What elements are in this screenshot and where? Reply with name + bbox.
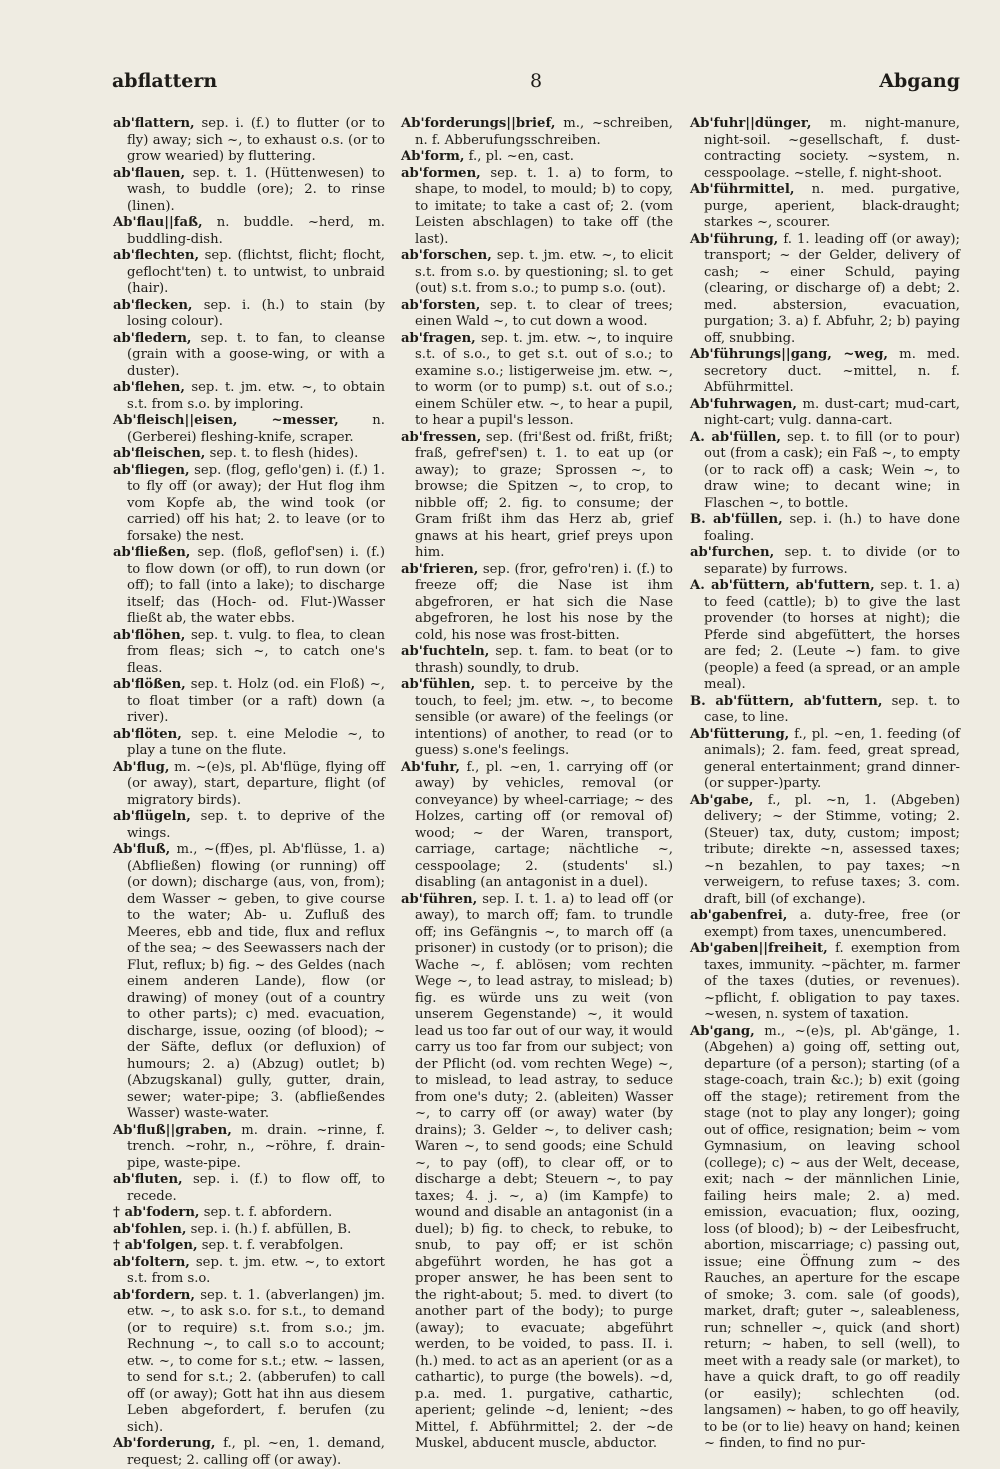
dictionary-entry — [113, 116, 385, 166]
entry-headword: Ab'flau||faß, — [113, 215, 203, 230]
dictionary-entry — [401, 297, 673, 331]
entry-headword: Ab'gabe, — [690, 792, 754, 808]
entry-definition: sep. I. t. 1. a) to lead off (or away), to march off; fam. to trundle off; ins Gefängnis ~, to march off (a prisoner) in custody (or to prison); die Wache ~, f. ablösen; vom rechten Wege ~, to lead astray, to mislead; b) fig. es würde uns zu weit (von unserem Gegenstande) ~, it would lead us too far out of our way, it would carry us too far from our subject; von der Pflicht (od. vom rechten Wege) ~, to mislead, to lead astray, to seduce from one's duty; 2. (ableiten) Wasser ~, to carry off (or away) water (by drains); 3. Gelder ~, to deliver cash; Waren ~, to send goods; eine Schuld ~, to pay (off), to clear off, or to discharge a debt; Steuern ~, to pay taxes; 4. j. ~, a) (im Kampfe) to wound and disable an antagonist (in a duel); b) fig. to check, to rebuke, to snub, to pay off; er ist schön abgeführt worden, he has got a proper answer, he has been sent to the right-about; 5. med. to divert (to another part of the body); to purge (away); to evacuate; abgeführt werden, to be voided, to pass. II. i. (h.) med. to act as an aperient (or as a cathartic), to purge (the bowels). ~d, p.a. med. 1. purgative, cathartic, aperient; gelinde ~d, lenient; ~des Mittel, f. Abführmittel; 2. der ~de Muskel, abducent muscle, abductor. — [415, 891, 673, 1451]
dictionary-entry — [113, 627, 385, 678]
entry-headword: ab'furchen, — [690, 545, 775, 560]
entry-definition: f., pl. ~en, cast. — [464, 149, 574, 164]
dictionary-entry — [690, 429, 960, 513]
entry-definition: f., pl. ~n, 1. (Abgeben) delivery; ~ der Stimme, voting; 2. (Steuer) tax, duty, custom; impost; tribute; direkte ~n, assessed taxes; ~n bezahlen, to pay taxes; ~n verweigern, to refuse taxes; 3. com. draft, bill (of exchange). — [704, 792, 960, 907]
entry-definition: m. night-manure, night-soil. ~gesellschaft, f. dust-contracting society. ~system, n. cesspoolage. ~stelle, f. night-shoot. — [704, 116, 960, 181]
entry-definition: sep. t. jm. etw. ~, to inquire s.t. of s.o., to get s.t. out of s.o.; to examine s.o.; listigerweise jm. etw. ~, to worm (or to pump) s.t. out of s.o.; einem Schüler etw. ~, to hear a pupil, to hear a pupil's lesson. — [415, 330, 673, 428]
entry-headword: Ab'forderungs||brief, — [401, 116, 556, 131]
entry-definition: sep. t. to flesh (hides). — [205, 446, 359, 461]
dictionary-entry — [113, 1205, 385, 1222]
page-number: 8 — [529, 70, 543, 92]
entry-definition: f. exemption from taxes, immunity. ~pächter, m. farmer of the taxes (duties, or revenues). ~pflicht, f. obligation to pay taxes. ~wesen, n. system of taxation. — [704, 941, 960, 1022]
entry-headword: Ab'form, — [401, 149, 465, 164]
dictionary-entry — [401, 677, 673, 760]
column-3 — [690, 116, 960, 1451]
entry-headword: † ab'folgen, — [113, 1238, 198, 1253]
entry-headword: ab'führen, — [401, 891, 478, 907]
entry-headword: Ab'fuhrwagen, — [690, 396, 797, 412]
dictionary-entry — [690, 231, 960, 348]
dictionary-entry — [690, 693, 960, 727]
entry-headword: Ab'gang, — [690, 1023, 755, 1039]
entry-headword: Ab'führung, — [690, 231, 779, 247]
entry-definition: f., pl. ~en, 1. carrying off (or away) by vehicles, removal (or conveyance) by wheel-carriage; ~ des Holzes, carting off (or removal of) wood; ~ der Waren, transport, carriage, cartage; nächtliche ~, cesspoolage; 2. (students' sl.) disabling (an antagonist in a duel). — [415, 759, 673, 890]
entry-headword: B. ab'füttern, ab'futtern, — [690, 693, 883, 709]
left-guide-word: abflattern — [112, 70, 218, 92]
entry-headword: ab'flößen, — [113, 677, 186, 692]
entry-definition: sep. (flog, geflo'gen) i. (f.) 1. to fly off (or away); der Hut flog ihm vom Kopfe ab, the wind took (or carried) off his hat; 2. to leave (or to forsake) the nest. — [127, 462, 385, 544]
entry-definition: sep. t. to divide (or to separate) by furrows. — [704, 545, 960, 577]
entry-definition: sep. t. 1. a) to form, to shape, to model, to mould; b) to copy, to imitate; to take a cast of; 2. (vom Leisten abschlagen) to take off (the last). — [415, 165, 673, 247]
entry-definition: sep. t. to deprive of the wings. — [127, 809, 385, 841]
entry-headword: ab'foltern, — [113, 1254, 190, 1270]
entry-definition: f., pl. ~en, 1. demand, request; 2. calling off (or away). — [127, 1436, 385, 1468]
dictionary-entry — [113, 1254, 385, 1288]
entry-definition: m. dust-cart; mud-cart, night-cart; vulg. danna-cart. — [704, 396, 960, 428]
right-guide-word: Abgang — [879, 70, 960, 92]
entry-headword: Ab'fluß, — [113, 842, 171, 857]
entry-definition: m. med. secretory duct. ~mittel, n. f. Abführmittel. — [704, 347, 960, 395]
dictionary-entry — [690, 396, 960, 430]
dictionary-entry — [690, 512, 960, 545]
dictionary-entry — [113, 413, 385, 446]
dictionary-entry — [690, 1023, 960, 1453]
entry-definition: sep. t. jm. etw. ~, to extort s.t. from s.o. — [127, 1254, 385, 1286]
dictionary-entry — [113, 165, 385, 216]
entry-headword: ab'gabenfrei, — [690, 908, 788, 923]
entry-headword: ab'fluten, — [113, 1172, 183, 1187]
entry-definition: n. (Gerberei) fleshing-knife, scraper. — [127, 413, 385, 445]
column-1 — [113, 116, 385, 1468]
dictionary-entry — [113, 759, 385, 810]
dictionary-entry — [401, 116, 673, 149]
dictionary-entry — [113, 809, 385, 842]
dictionary-entry — [113, 545, 385, 628]
entry-definition: sep. t. vulg. to flea, to clean from fleas; sich ~, to catch one's fleas. — [127, 627, 385, 676]
dictionary-entry — [401, 165, 673, 249]
entry-definition: sep. t. to perceive by the touch, to feel; jm. etw. ~, to become sensible (or aware) of the feelings (or intentions) of another, to read (or to guess) s.one's feelings. — [415, 677, 673, 758]
dictionary-entry — [113, 1436, 385, 1469]
entry-headword: Ab'flug, — [113, 759, 170, 775]
entry-headword: A. ab'füttern, ab'futtern, — [690, 578, 875, 593]
entry-headword: ab'forsten, — [401, 297, 481, 313]
dictionary-entry — [401, 149, 673, 166]
entry-headword: A. ab'füllen, — [690, 429, 781, 445]
entry-headword: Ab'fütterung, — [690, 726, 790, 742]
dictionary-entry — [113, 1122, 385, 1173]
entry-definition: sep. (fri'ßest od. frißt, frißt; fraß, gefref'sen) t. 1. to eat up (or away); to graze; Sprossen ~, to browse; die Spitzen ~, to crop, to nibble off; 2. fig. to consume; der Gram frißt ihm das Herz ab, grief gnaws at his heart, grief preys upon him. — [415, 429, 673, 560]
entry-headword: ab'fleischen, — [113, 446, 206, 461]
dictionary-entry — [113, 842, 385, 1123]
entry-definition: sep. i. (h.) to stain (by losing colour). — [127, 297, 385, 329]
entry-definition: m., ~(e)s, pl. Ab'gänge, 1. (Abgehen) a) going off, setting out, departure (of a person); starting (of a stage-coach, train &c.); b) exit (going off the stage); retirement from the stage (not to play any longer); going out of office, resignation; beim ~ vom Gymnasium, on leaving school (college); c) ~ aus der Welt, decease, exit; nach ~ der männlichen Linie, failing heirs male; 2. a) med. emission, evacuation; flux, oozing, loss (of blood); b) ~ der Leibesfrucht, abortion, miscarriage; c) passing out, issue; eine Öffnung zum ~ des Rauches, an aperture for the escape of smoke; 3. com. sale (of goods), market, draft; guter ~, saleableness, run; schneller ~, quick (and short) return; ~ haben, to sell (well), to meet with a ready sale (or market), to have a quick draft, to go off readily (or easily); schlechten (od. langsamen) ~ haben, to go off heavily, to be (or to lie) heavy on hand; keinen ~ finden, to find no pur- — [704, 1023, 960, 1451]
dictionary-entry — [113, 677, 385, 727]
column-2 — [401, 116, 673, 1451]
dictionary-entry — [401, 759, 673, 892]
dictionary-entry — [690, 908, 960, 941]
dictionary-entry — [113, 446, 385, 463]
entry-definition: sep. i. (f.) to flutter (or to fly) away; sich ~, to exhaust o.s. (or to grow wearied) by fluttering. — [127, 116, 385, 164]
dictionary-entry — [690, 116, 960, 182]
entry-definition: sep. i. (h.) to have done foaling. — [704, 512, 960, 544]
entry-definition: n. med. purgative, purge, aperient, black-draught; starkes ~, scourer. — [704, 182, 960, 230]
entry-definition: sep. (floß, geflof'sen) i. (f.) to flow down (or off), to run down (or off); to fall (into a lake); to discharge itself; das (Hoch- od. Flut-)Wasser fließt ab, the water ebbs. — [127, 545, 385, 626]
dictionary-entry — [113, 1238, 385, 1255]
dictionary-entry — [113, 1287, 385, 1437]
entry-headword: ab'fordern, — [113, 1287, 195, 1303]
entry-definition: n. buddle. ~herd, m. buddling-dish. — [127, 215, 385, 247]
dictionary-entry — [401, 429, 673, 562]
entry-headword: Ab'fuhr, — [401, 759, 460, 775]
entry-definition: sep. t. to clear of trees; einen Wald ~, to cut down a wood. — [415, 297, 673, 329]
dictionary-entry — [113, 1221, 385, 1239]
dictionary-entry — [690, 578, 960, 694]
dictionary-entry — [690, 545, 960, 578]
entry-headword: ab'flattern, — [113, 116, 195, 131]
dictionary-entry — [113, 248, 385, 298]
entry-definition: m. drain. ~rinne, f. trench. ~rohr, n., ~röhre, f. drain-pipe, waste-pipe. — [127, 1122, 385, 1171]
entry-headword: ab'fragen, — [401, 330, 476, 346]
entry-headword: ab'flügeln, — [113, 809, 191, 824]
dictionary-entry — [690, 941, 960, 1024]
entry-definition: f., pl. ~en, 1. feeding (of animals); 2. fam. feed, great spread, general entertainment; grand dinner-(or supper-)party. — [704, 726, 960, 791]
running-head — [112, 70, 960, 100]
dictionary-entry — [401, 644, 673, 677]
entry-definition: sep. t. Holz (od. ein Floß) ~, to float timber (or a raft) down (a river). — [127, 677, 385, 725]
entry-headword: Ab'gaben||freiheit, — [690, 941, 828, 956]
entry-definition: sep. (flichtst, flicht; flocht, geflocht'ten) t. to untwist, to unbraid (hair). — [127, 248, 385, 296]
entry-headword: ab'flehen, — [113, 380, 185, 395]
entry-headword: ab'flöten, — [113, 726, 182, 742]
entry-headword: ab'flöhen, — [113, 627, 186, 643]
dictionary-entry — [113, 462, 385, 546]
dictionary-entry — [690, 726, 960, 793]
entry-definition: sep. t. 1. (abverlangen) jm. etw. ~, to ask s.o. for s.t., to demand (or to require) s.t. from s.o.; jm. Rechnung ~, to call s.o to account; etw. ~, to come for s.t.; etw. ~ lassen, to send for s.t.; 2. (abberufen) to call off (or away); Gott hat ihn aus diesem Leben abgefordert, f. berufen (zu sich). — [127, 1287, 385, 1435]
entry-headword: ab'forschen, — [401, 248, 492, 263]
entry-definition: f. 1. leading off (or away); transport; ~ der Gelder, delivery of cash; ~ einer Schuld, paying (clearing, or discharge of) a debt; 2. med. abstersion, evacuation, purgation; 3. a) f. Abfuhr, 2; b) paying off, snubbing. — [704, 231, 960, 346]
dictionary-entry — [113, 297, 385, 331]
entry-definition: sep. (fror, gefro'ren) i. (f.) to freeze off; die Nase ist ihm abgefroren, er hat sich die Nase abgefroren, he lost his nose by the cold, his nose was frost-bitten. — [415, 561, 673, 643]
dictionary-entry — [113, 215, 385, 248]
dictionary-entry — [113, 330, 385, 381]
entry-headword: B. ab'füllen, — [690, 512, 783, 527]
entry-headword: ab'fressen, — [401, 429, 482, 445]
entry-definition: m., ~schreiben, n. f. Abberufungsschreiben. — [415, 116, 673, 148]
entry-headword: Ab'führmittel, — [690, 182, 795, 197]
entry-headword: ab'fohlen, — [113, 1221, 187, 1237]
dictionary-entry — [690, 792, 960, 909]
entry-definition: sep. t. f. abfordern. — [199, 1205, 333, 1220]
entry-definition: sep. t. fam. to beat (or to thrash) soundly, to drub. — [415, 644, 673, 676]
entry-headword: ab'fliegen, — [113, 462, 190, 478]
entry-definition: sep. t. to case, to line. — [704, 693, 960, 725]
dictionary-entry — [401, 561, 673, 645]
entry-headword: ab'fuchteln, — [401, 644, 490, 659]
entry-definition: m., ~(ff)es, pl. Ab'flüsse, 1. a) (Abfließen) flowing (or running) off (or down); discharge (aus, von, from); dem Wasser ~ geben, to give course to the water; Ab- u. Zufluß des Meeres, ebb and tide, flux and reflux of the sea; ~ des Seewassers nach der Flut, reflux; b) fig. ~ des Geldes (nach einem anderen Lande), flow (or drawing) of money (out of a country to other parts); c) med. evacuation, discharge, issue, oozing (of blood); ~ der Säfte, deflux (or defluxion) of humours; 2. a) (Abzug) outlet; b) (Abzugskanal) gully, gutter, drain, sewer; water-pipe; 3. (abfließendes Wasser) waste-water. — [127, 842, 385, 1121]
entry-definition: sep. t. to fan, to cleanse (grain with a goose-wing, or with a duster). — [127, 330, 385, 379]
entry-definition: sep. t. eine Melodie ~, to play a tune on the flute. — [127, 726, 385, 758]
dictionary-entry — [113, 1172, 385, 1205]
entry-definition: sep. t. to fill (or to pour) out (from a cask); ein Faß ~, to empty (or to rack off) a cask; Wein ~, to draw wine; to decant wine; in Flaschen ~, to bottle. — [704, 429, 960, 511]
entry-headword: ab'formen, — [401, 165, 481, 181]
entry-definition: sep. t. 1. a) to feed (cattle); b) to give the last provender (to horses at night); die Pferde sind abgefüttert, the horses are fed; 2. (Leute ~) fam. to give (people) a feed (a spread, or an ample meal). — [704, 578, 960, 692]
entry-definition: sep. i. (f.) to flow off, to recede. — [127, 1172, 385, 1204]
entry-headword: ab'fließen, — [113, 545, 191, 560]
entry-headword: ab'flauen, — [113, 165, 186, 181]
entry-definition: m. ~(e)s, pl. Ab'flüge, flying off (or away), start, departure, flight (of migratory birds). — [127, 759, 385, 808]
entry-definition: sep. t. jm. etw. ~, to obtain s.t. from s.o. by imploring. — [127, 380, 385, 412]
entry-headword: Ab'fuhr||dünger, — [690, 116, 812, 131]
dictionary-entry — [690, 347, 960, 397]
entry-headword: ab'fledern, — [113, 330, 192, 346]
dictionary-entry — [690, 182, 960, 232]
entry-headword: ab'flechten, — [113, 248, 200, 263]
entry-headword: † ab'fodern, — [113, 1205, 200, 1220]
entry-headword: Ab'fleisch||eisen, ~messer, — [113, 413, 339, 428]
dictionary-entry — [401, 248, 673, 298]
entry-headword: Ab'forderung, — [113, 1436, 216, 1451]
dictionary-entry — [113, 726, 385, 760]
entry-definition: a. duty-free, free (or exempt) from taxes, unencumbered. — [704, 908, 960, 940]
entry-headword: ab'fühlen, — [401, 677, 476, 692]
dictionary-entry — [401, 891, 673, 1453]
entry-headword: Ab'fluß||graben, — [113, 1122, 232, 1138]
dictionary-entry — [113, 380, 385, 413]
entry-headword: ab'flecken, — [113, 297, 193, 313]
entry-definition: sep. t. f. verabfolgen. — [197, 1238, 344, 1253]
entry-definition: sep. t. jm. etw. ~, to elicit s.t. from s.o. by questioning; sl. to get (out) s.t. from s.o.; to pump s.o. (out). — [415, 248, 673, 296]
entry-headword: Ab'führungs||gang, ~weg, — [690, 347, 889, 362]
entry-definition: sep. i. (h.) f. abfüllen, B. — [186, 1221, 352, 1237]
entry-definition: sep. t. 1. (Hüttenwesen) to wash, to buddle (ore); 2. to rinse (linen). — [127, 165, 385, 214]
entry-headword: ab'frieren, — [401, 561, 479, 577]
dictionary-entry — [401, 330, 673, 430]
